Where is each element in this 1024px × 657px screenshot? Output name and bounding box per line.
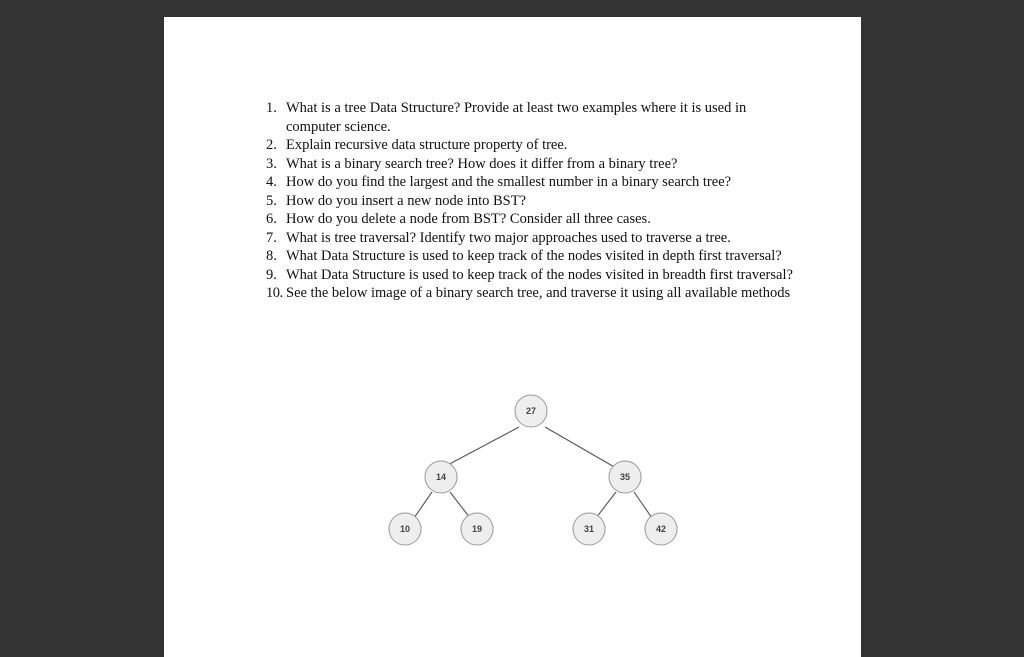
node-label-left-right: 19	[471, 524, 483, 534]
question-list	[266, 99, 796, 303]
question-number: 6.	[266, 211, 277, 227]
binary-search-tree-diagram	[364, 382, 704, 572]
question-text: What is tree traversal? Identify two major approaches used to traverse a tree.	[286, 229, 731, 246]
edge-14-10	[414, 492, 432, 518]
question-item	[266, 192, 796, 211]
tree-node	[515, 395, 547, 427]
tree-node	[645, 513, 677, 545]
question-text: How do you find the largest and the smallest number in a binary search tree?	[286, 174, 732, 190]
tree-node	[609, 461, 641, 493]
question-item	[266, 99, 796, 136]
tree-node	[573, 513, 605, 545]
question-number: 9.	[266, 266, 277, 283]
question-item	[266, 155, 796, 174]
question-number: 5.	[266, 192, 277, 209]
node-label-root: 27	[525, 406, 537, 416]
question-text: How do you delete a node from BST? Consider all three cases.	[286, 211, 651, 227]
question-text: What is a binary search tree? How does it differ from a binary tree?	[286, 155, 678, 172]
question-text: What is a tree Data Structure? Provide at least two examples where it is used in computer science.	[286, 100, 747, 135]
question-number: 2.	[266, 137, 277, 153]
edge-14-19	[450, 492, 470, 518]
tree-node	[389, 513, 421, 545]
tree-node	[461, 513, 493, 545]
node-label-right-left: 31	[583, 524, 595, 534]
question-number: 1.	[266, 100, 277, 116]
question-number: 4.	[266, 174, 277, 190]
question-item	[266, 284, 796, 303]
question-text: What Data Structure is used to keep track of the nodes visited in depth first traversal?	[286, 248, 782, 264]
question-text: How do you insert a new node into BST?	[286, 192, 527, 209]
edge-27-35	[545, 427, 616, 468]
edge-27-14	[442, 427, 519, 468]
question-text: See the below image of a binary search tree, and traverse it using all available methods	[286, 285, 791, 301]
question-item	[266, 173, 796, 192]
question-number: 3.	[266, 155, 277, 172]
document-page	[164, 17, 861, 657]
question-item	[266, 136, 796, 155]
question-item	[266, 229, 796, 248]
question-number: 8.	[266, 248, 277, 264]
question-number: 7.	[266, 229, 277, 246]
edge-35-31	[596, 492, 616, 518]
question-text: Explain recursive data structure property of tree.	[286, 137, 568, 153]
question-text: What Data Structure is used to keep track of the nodes visited in breadth first traversal?	[286, 266, 793, 283]
node-label-right-right: 42	[655, 524, 667, 534]
question-item	[266, 266, 796, 285]
tree-node	[425, 461, 457, 493]
node-label-right: 35	[619, 472, 631, 482]
node-label-left-left: 10	[399, 524, 411, 534]
question-item	[266, 247, 796, 266]
question-item	[266, 210, 796, 229]
edge-35-42	[634, 492, 652, 518]
node-label-left: 14	[435, 472, 447, 482]
question-number: 10.	[266, 285, 283, 301]
